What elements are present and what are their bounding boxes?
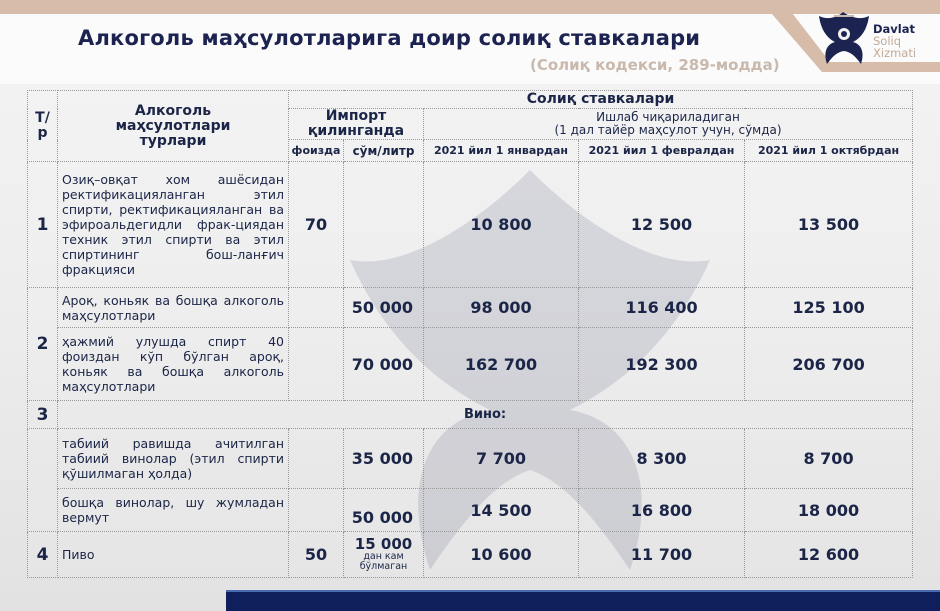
row-description: ҳажмий улушда спирт 40 фоиздан кўп бўлган ароқ, коньяк ва бошқа алкоголь маҳсулотлари — [58, 328, 289, 401]
row-import-percent: 50 — [289, 532, 344, 578]
row-index: 2 — [28, 288, 58, 401]
row-import-percent — [289, 489, 344, 532]
row-import-percent — [289, 328, 344, 401]
page-subtitle: (Солиқ кодекси, 289-модда) — [530, 56, 780, 74]
row-import-per-liter — [344, 162, 424, 288]
row-import-per-liter: 35 000 — [344, 429, 424, 489]
table-row — [28, 162, 913, 288]
row-index: 3 — [28, 401, 58, 429]
header-import: Импорт қилинганда — [289, 109, 424, 140]
row-description: Пиво — [58, 532, 289, 578]
row-import-per-liter: 50 000 — [344, 288, 424, 328]
row-import-per-liter: 50 000 — [344, 489, 424, 532]
row-import-percent — [289, 429, 344, 489]
bottom-decorative-bar — [226, 590, 940, 611]
table-row — [28, 532, 913, 578]
header-product-types: Алкоголь маҳсулотлари турлари — [58, 91, 289, 162]
row-description: табиий равишда ачитилган табиий винолар (этил спирти қўшилмаган ҳолда) — [58, 429, 289, 489]
header-produced — [424, 109, 913, 140]
row-index — [28, 429, 58, 532]
row-rate-oct: 8 700 — [745, 429, 913, 489]
row-rate-feb: 192 300 — [579, 328, 745, 401]
page-title: Алкоголь маҳсулотларига доир солиқ ставкалари — [78, 26, 701, 50]
row-import-percent — [289, 288, 344, 328]
table-row — [28, 288, 913, 328]
row-rate-oct: 13 500 — [745, 162, 913, 288]
logo-line-3: Xizmati — [873, 46, 917, 60]
row-rate-oct: 125 100 — [745, 288, 913, 328]
header-index: Т/р — [28, 91, 58, 162]
header-produced-note: (1 дал тайёр маҳсулот учун, сўмда) — [554, 123, 782, 137]
logo-wordmark — [873, 23, 916, 59]
row-rate-feb: 12 500 — [579, 162, 745, 288]
row-rate-oct: 206 700 — [745, 328, 913, 401]
row-rate-jan: 14 500 — [424, 489, 579, 532]
row-rate-jan: 98 000 — [424, 288, 579, 328]
row-index: 1 — [28, 162, 58, 288]
table-row — [28, 328, 913, 401]
row-import-percent: 70 — [289, 162, 344, 288]
tax-rates-table — [27, 90, 913, 578]
header-date-feb: 2021 йил 1 февралдан — [579, 140, 745, 162]
table-row — [28, 429, 913, 489]
row-rate-jan: 10 800 — [424, 162, 579, 288]
row-rate-feb: 116 400 — [579, 288, 745, 328]
row-rate-oct: 18 000 — [745, 489, 913, 532]
row-description: Ароқ, коньяк ва бошқа алкоголь маҳсулотлари — [58, 288, 289, 328]
header-import-percent: фоизда — [289, 140, 344, 162]
row-rate-feb: 8 300 — [579, 429, 745, 489]
table-row — [28, 489, 913, 532]
header-import-per-liter: сўм/литр — [344, 140, 424, 162]
section-label-wine: Вино: — [58, 401, 913, 429]
beer-import-rate: 15 000 — [354, 535, 413, 553]
row-description: бошқа винолар, шу жумладан вермут — [58, 489, 289, 532]
row-description: Озиқ–овқат хом ашёсидан ректификацияланган этил спирти, ректификацияланган ва эфироальдегидли фрак-циядан техник этил спирти ва этил спиртининг бош-ланғич фракцияси — [58, 162, 289, 288]
beer-import-rate-note: дан кам бўлмаган — [359, 551, 408, 572]
row-rate-feb: 16 800 — [579, 489, 745, 532]
header-date-jan: 2021 йил 1 январдан — [424, 140, 579, 162]
logo-line-2: Soliq — [873, 34, 902, 48]
row-index: 4 — [28, 532, 58, 578]
header-tax-rates: Солиқ ставкалари — [289, 91, 913, 109]
row-rate-feb: 11 700 — [579, 532, 745, 578]
row-rate-oct: 12 600 — [745, 532, 913, 578]
header-produced-label: Ишлаб чиқариладиган — [596, 110, 740, 124]
row-import-per-liter — [344, 532, 424, 578]
row-rate-jan: 10 600 — [424, 532, 579, 578]
row-import-per-liter: 70 000 — [344, 328, 424, 401]
header-date-oct: 2021 йил 1 октябрдан — [745, 140, 913, 162]
row-rate-jan: 162 700 — [424, 328, 579, 401]
logo-line-1: Davlat — [873, 22, 916, 36]
row-rate-jan: 7 700 — [424, 429, 579, 489]
table-section-row — [28, 401, 913, 429]
